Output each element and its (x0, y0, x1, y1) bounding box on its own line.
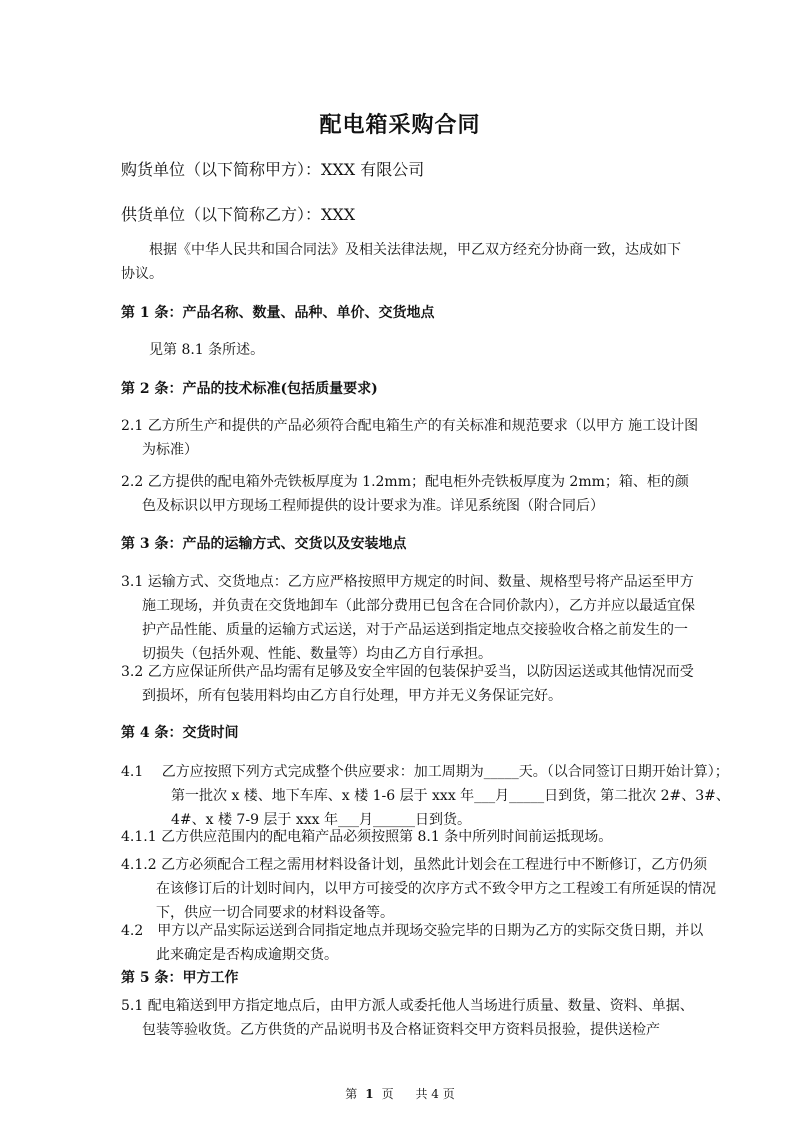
clause-4-1-2: 4.1.2 乙方必须配合工程之需用材料设备计划，虽然此计划会在工程进行中不断修订，乙方仍须在该修订后的计划时间内，以甲方可接受的次序方式不致令甲方之工程竣工有所延误的情况下，供应一切合同要求的材料设备等。 (121, 857, 716, 921)
article-1-heading: 第 1 条：产品名称、数量、品种、单价、交货地点 (121, 305, 435, 321)
clause-3-2: 3.2 乙方应保证所供产品均需有足够及安全牢固的包装保护妥当，以防因运送或其他情况而受到损坏，所有包装用料均由乙方自行处理，甲方并无义务保证完好。 (121, 664, 694, 704)
buyer-line: 购货单位（以下简称甲方）：XXX 有限公司 (121, 160, 425, 179)
intro-paragraph: 根据《中华人民共和国合同法》及相关法律法规，甲乙双方经充分协商一致，达成如下协议。 (121, 242, 681, 282)
clause-4-1-1: 4.1.1 乙方供应范围内的配电箱产品必须按照第 8.1 条中所列时间前运抵现场。 (121, 829, 613, 845)
page-total: 共 4 页 (415, 1087, 455, 1101)
clause-4-1: 4.1 乙方应按照下列方式完成整个供应要求：加工周期为_____天。（以合同签订日期开始计算）；第一批次 x 楼、地下车库、x 楼 1-6 层于 xxx 年___月_____日到货，第二批次 2#、3#、4#、x 楼 7-9 层于 xxx 年___月______日到货。 (121, 764, 730, 828)
clause-5-1: 5.1 配电箱送到甲方指定地点后，由甲方派人或委托他人当场进行质量、数量、资料、单据、包装等验收货。乙方供货的产品说明书及合格证资料交甲方资料员报验，提供送检产 (121, 998, 694, 1038)
article-5-heading: 第 5 条：甲方工作 (121, 970, 239, 986)
page-label: 第 (345, 1087, 358, 1101)
clause-4-2: 4.2 甲方以产品实际运送到合同指定地点并现场交验完毕的日期为乙方的实际交货日期，并以此来确定是否构成逾期交货。 (121, 923, 704, 963)
article-1-paragraph: 见第 8.1 条所述。 (149, 342, 265, 358)
page-footer (0, 1085, 800, 1102)
page-unit: 页 (381, 1087, 394, 1101)
page-number: 1 (365, 1087, 374, 1101)
seller-line: 供货单位（以下简称乙方）：XXX (121, 205, 356, 224)
contract-title: 配电箱采购合同 (319, 112, 481, 138)
article-2-heading: 第 2 条：产品的技术标准(包括质量要求) (121, 381, 378, 397)
article-3-heading: 第 3 条：产品的运输方式、交货以及安装地点 (121, 536, 407, 552)
clause-2-2: 2.2 乙方提供的配电箱外壳铁板厚度为 1.2mm；配电柜外壳铁板厚度为 2mm；箱、柜的颜色及标识以甲方现场工程师提供的设计要求为准。详见系统图（附合同后） (121, 474, 689, 514)
clause-3-1: 3.1 运输方式、交货地点：乙方应严格按照甲方规定的时间、数量、规格型号将产品运至甲方施工现场，并负责在交货地卸车（此部分费用已包含在合同价款内），乙方并应以最适宜保护产品性能、质量的运输方式运送，对于产品运送到指定地点交接验收合格之前发生的一切损失（包括外观、性能、数量等）均由乙方自行承担。 (121, 574, 695, 662)
article-4-heading: 第 4 条：交货时间 (121, 725, 239, 741)
clause-2-1: 2.1 乙方所生产和提供的产品必须符合配电箱生产的有关标准和规范要求（以甲方 施工设计图为标准） (121, 418, 699, 458)
